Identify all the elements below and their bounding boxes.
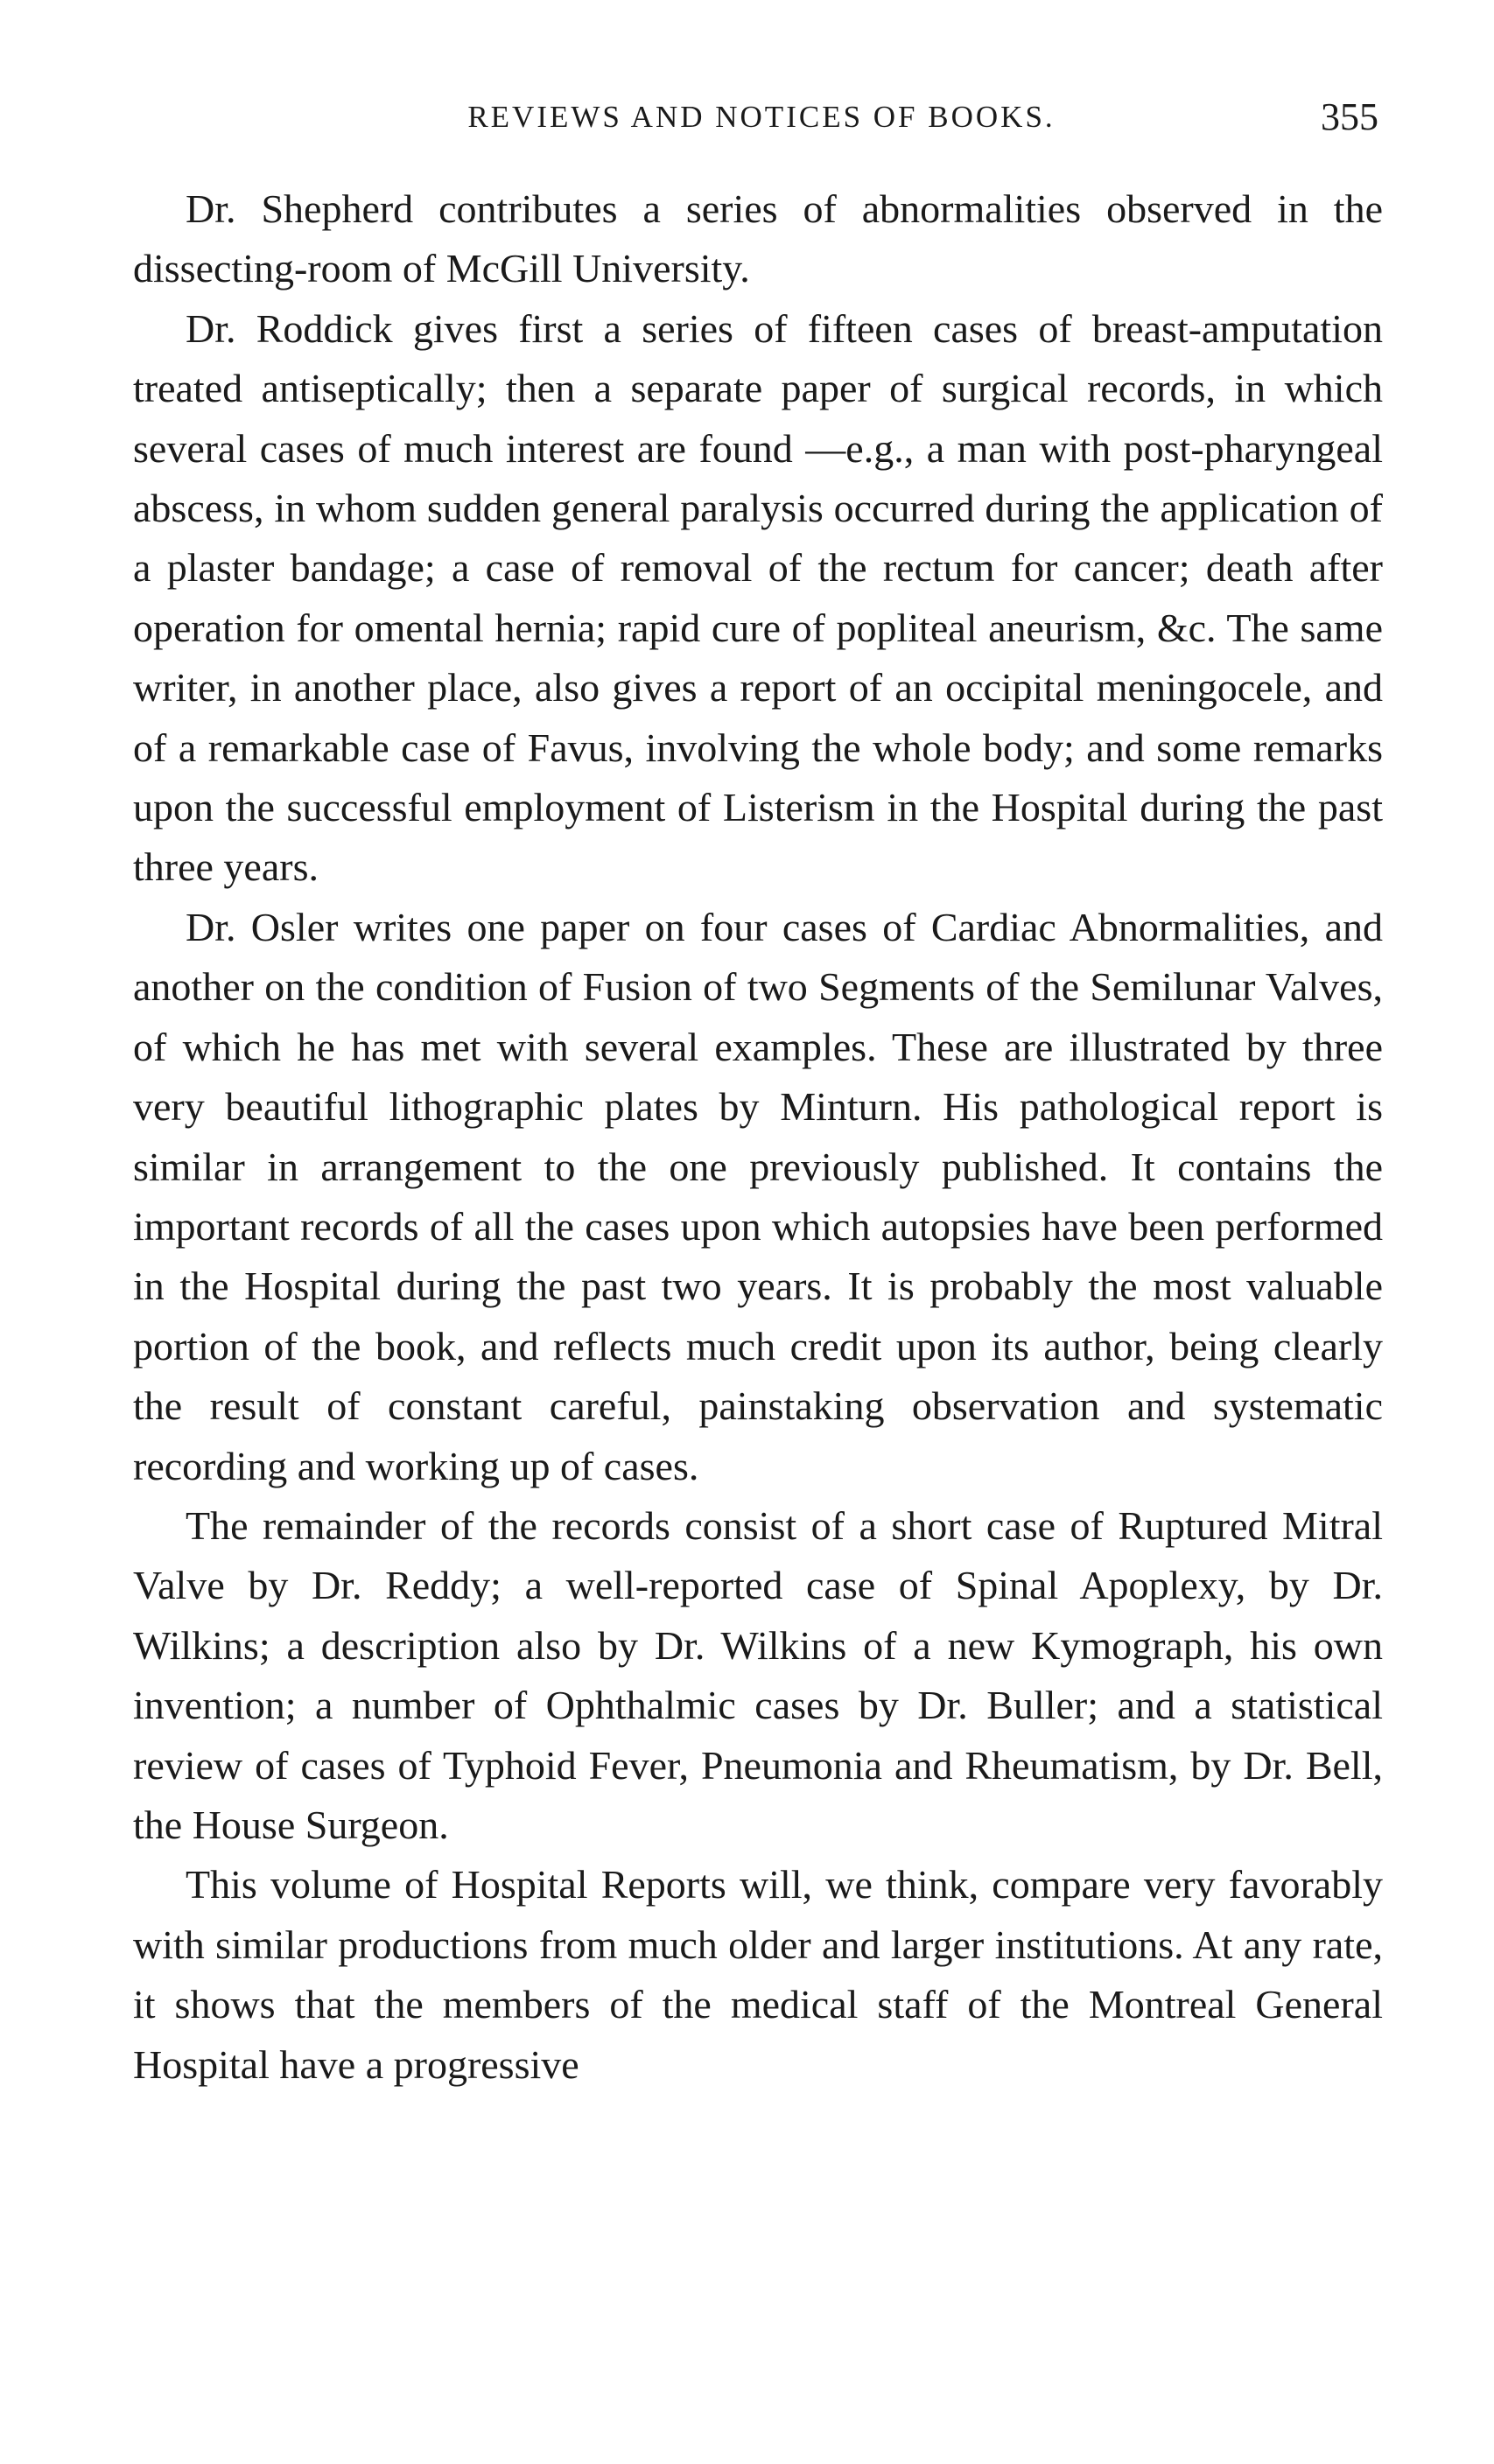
running-title: REVIEWS AND NOTICES OF BOOKS. bbox=[467, 100, 1056, 134]
page-number: 355 bbox=[1321, 95, 1378, 138]
paragraph-osler: Dr. Osler writes one paper on four cases of Cardiac Abnormalities, and another on the condition of Fusion of two Segments of the Semilunar Valves, of which he has met with several examples. These are illustrated by three very beautiful lithographic plates by Minturn. His pathological report is similar in arrangement to the one previously published. It contains the important records of all the cases upon which autopsies have been performed in the Hospital during the past two years. It is probably the most valuable portion of the book, and reflects much credit upon its author, being clearly the result of constant careful, painstaking observation and systematic recording and working up of cases. bbox=[133, 904, 1383, 1488]
paragraph-remainder: The remainder of the records consist of a short case of Ruptured Mitral Valve by Dr. Reddy; a well-reported case of Spinal Apoplexy, by Dr. Wilkins; a description also by Dr. Wilkins of a new Kymograph, his own invention; a number of Ophthalmic cases by Dr. Buller; and a statistical review of cases of Typhoid Fever, Pneumonia and Rheumatism, by Dr. Bell, the House Surgeon. bbox=[133, 1502, 1383, 1847]
body-text bbox=[133, 179, 1383, 2095]
paragraph-conclusion: This volume of Hospital Reports will, we think, compare very favorably with similar productions from much older and larger institutions. At any rate, it shows that the members of the medical staff of the Montreal General Hospital have a progressive bbox=[133, 1862, 1383, 2087]
paragraph-shepherd: Dr. Shepherd contributes a series of abnormalities observed in the dissecting-room of McGill University. bbox=[133, 186, 1383, 291]
paragraph-roddick: Dr. Roddick gives first a series of fifteen cases of breast-amputation treated antiseptically; then a separate paper of surgical records, in which several cases of much interest are found —e.g., a man with post-pharyngeal abscess, in whom sudden general paralysis occurred during the application of a plaster bandage; a case of removal of the rectum for cancer; death after operation for omental hernia; rapid cure of popliteal aneurism, &c. The same writer, in another place, also gives a report of an occipital meningocele, and of a remarkable case of Favus, involving the whole body; and some remarks upon the successful employment of Listerism in the Hospital during the past three years. bbox=[133, 305, 1383, 890]
running-header bbox=[131, 88, 1392, 149]
